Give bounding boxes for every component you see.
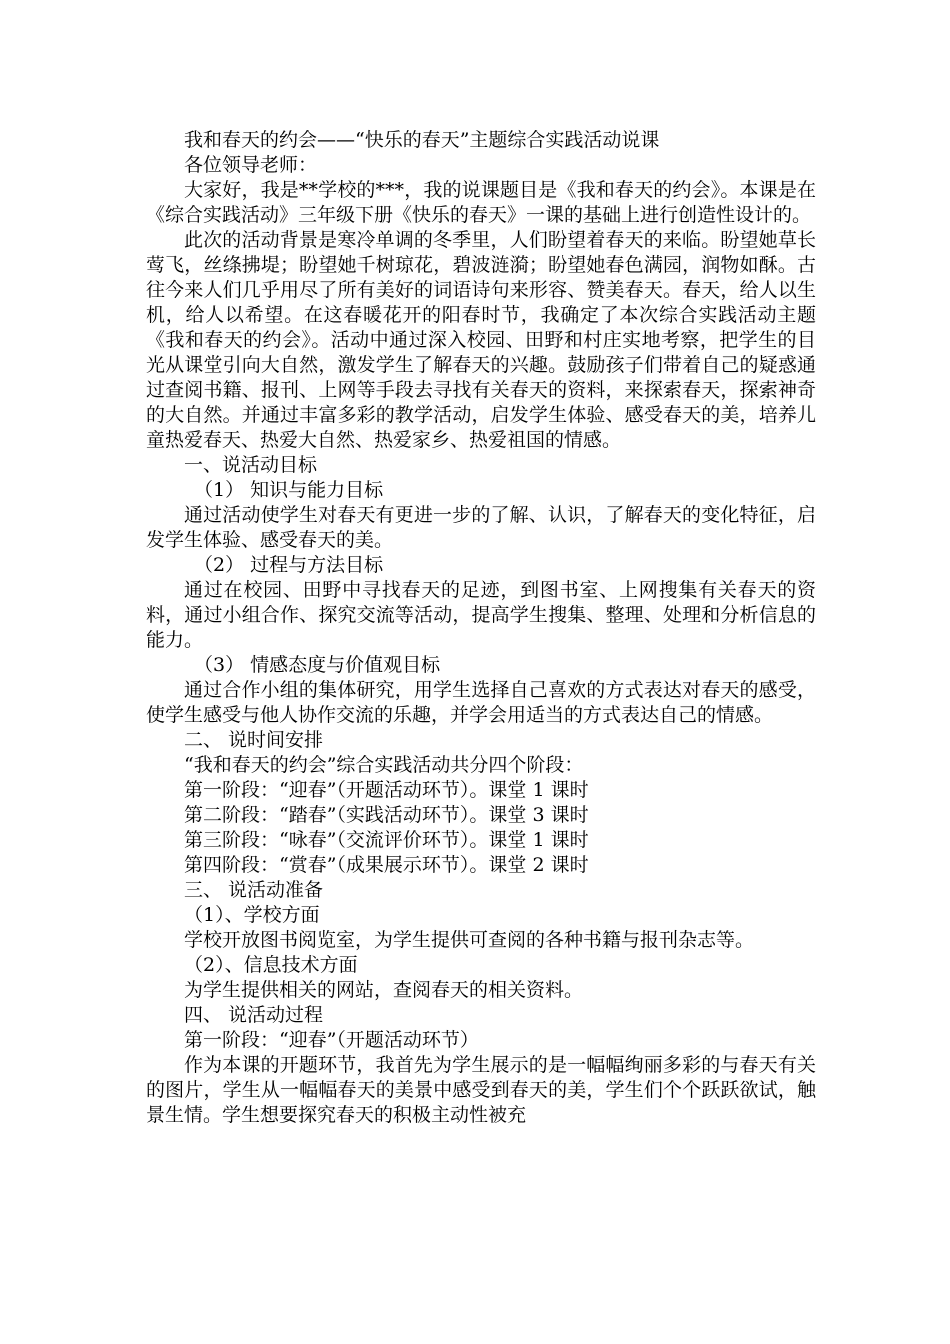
goal-3-title: （3） 情感态度与价值观目标 — [194, 654, 441, 676]
prep-1-title: （1）、学校方面 — [184, 904, 320, 926]
goal-2-title: （2） 过程与方法目标 — [194, 554, 384, 576]
schedule-intro: “我和春天的约会”综合实践活动共分四个阶段： — [184, 754, 584, 776]
goal-1-text: 通过活动使学生对春天有更进一步的了解、认识，了解春天的变化特征，启发学生体验、感受春天的美。 — [146, 504, 816, 551]
process-stage-1: 第一阶段：“迎春”（开题活动环节） — [184, 1029, 479, 1051]
schedule-stage-1: 第一阶段：“迎春”（开题活动环节）。课堂 1 课时 — [184, 779, 589, 801]
greeting: 各位领导老师： — [184, 154, 318, 176]
section-heading-goals: 一、说活动目标 — [184, 454, 318, 476]
document-title: 我和春天的约会——“快乐的春天”主题综合实践活动说课 — [184, 129, 660, 151]
prep-2-text: 为学生提供相关的网站，查阅春天的相关资料。 — [184, 979, 584, 1001]
prep-1-text: 学校开放图书阅览室，为学生提供可查阅的各种书籍与报刊杂志等。 — [184, 929, 755, 951]
schedule-stage-2: 第二阶段：“踏春”（实践活动环节）。课堂 3 课时 — [184, 804, 589, 826]
background-paragraph: 此次的活动背景是寒冷单调的冬季里，人们盼望着春天的来临。盼望她草长莺飞，丝绦拂堤；盼望她千树琼花，碧波涟漪；盼望她春色满园，润物如酥。古往今来人们几乎用尽了所有美好的词语诗句来形容、赞美春天。春天，给人以生机，给人以希望。在这春暖花开的阳春时节，我确定了本次综合实践活动主题《我和春天的约会》。活动中通过深入校园、田野和村庄实地考察，把学生的目光从课堂引向大自然，激发学生了解春天的兴趣。鼓励孩子们带着自己的疑惑通过查阅书籍、报刊、上网等手段去寻找有关春天的资料，来探索春天，探索神奇的大自然。并通过丰富多彩的教学活动，启发学生体验、感受春天的美，培养儿童热爱春天、热爱大自然、热爱家乡、热爱祖国的情感。 — [146, 229, 816, 451]
schedule-stage-4: 第四阶段：“赏春”（成果展示环节）。课堂 2 课时 — [184, 854, 589, 876]
section-heading-preparation: 三、 说活动准备 — [184, 879, 324, 901]
intro-paragraph: 大家好，我是**学校的***，我的说课题目是《我和春天的约会》。本课是在《综合实践活动》三年级下册《快乐的春天》一课的基础上进行创造性设计的。 — [146, 179, 816, 226]
prep-2-title: （2）、信息技术方面 — [184, 954, 358, 976]
schedule-stage-3: 第三阶段：“咏春”（交流评价环节）。课堂 1 课时 — [184, 829, 589, 851]
document-page — [146, 128, 816, 1128]
section-heading-process: 四、 说活动过程 — [184, 1004, 324, 1026]
goal-1-title: （1） 知识与能力目标 — [194, 479, 384, 501]
process-text: 作为本课的开题环节，我首先为学生展示的是一幅幅绚丽多彩的与春天有关的图片，学生从一幅幅春天的美景中感受到春天的美，学生们个个跃跃欲试，触景生情。学生想要探究春天的积极主动性被充 — [146, 1054, 816, 1126]
goal-2-text: 通过在校园、田野中寻找春天的足迹，到图书室、上网搜集有关春天的资料，通过小组合作、探究交流等活动，提高学生搜集、整理、处理和分析信息的能力。 — [146, 579, 816, 651]
goal-3-text: 通过合作小组的集体研究，用学生选择自己喜欢的方式表达对春天的感受，使学生感受与他人协作交流的乐趣，并学会用适当的方式表达自己的情感。 — [146, 679, 816, 726]
section-heading-schedule: 二、 说时间安排 — [184, 729, 324, 751]
